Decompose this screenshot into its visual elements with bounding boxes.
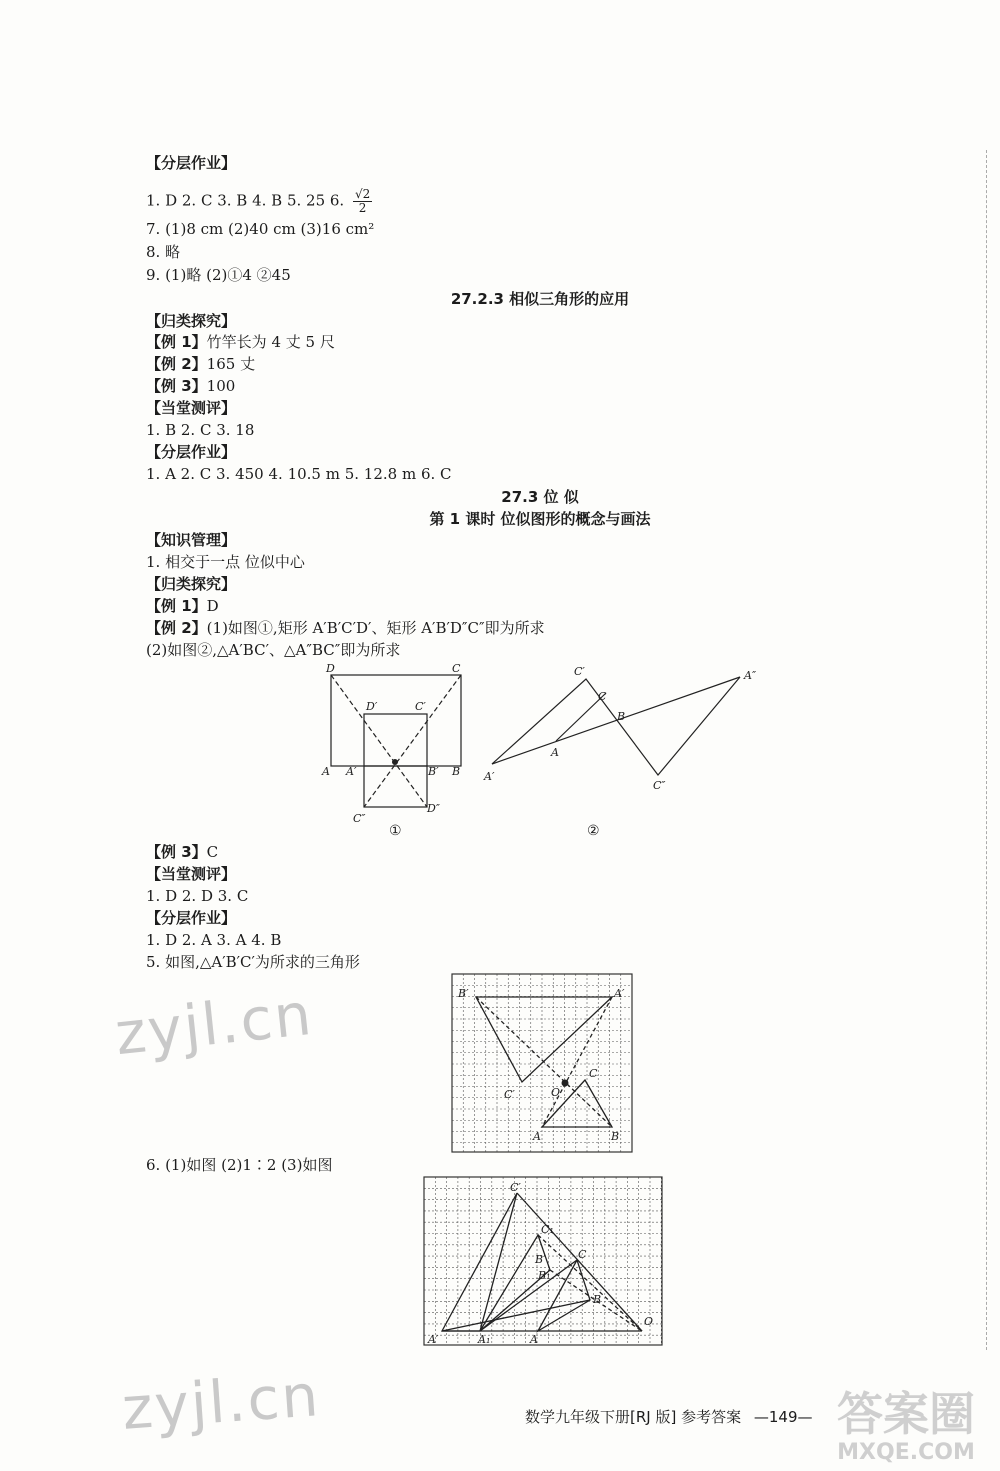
section-heading: 【当堂测评】 [146,865,237,883]
example-answer: D [206,597,219,615]
dashed-line [538,1235,642,1331]
rect-abcd [331,675,461,766]
answer-line: 8. 略 [146,243,181,261]
grid1-label: B [611,1130,620,1143]
grid2-label: C [578,1248,587,1261]
fig1-caption: ① [389,823,402,839]
triangle-a-prime [442,1193,517,1331]
fig1-label: C″ [353,812,366,825]
example-answer: 100 [206,377,236,395]
segment [480,1260,577,1331]
fraction-numerator: √2 [354,187,371,201]
corner-logo-url: MXQE.COM [837,1440,975,1465]
fig2-label: C′ [574,665,585,678]
segment [492,677,740,764]
grid1-label: C′ [504,1088,515,1101]
answer-line: 7. (1)8 cm (2)40 cm (3)16 cm² [146,220,375,238]
fig2-label: A′ [484,770,495,783]
triangle-lines [476,997,612,1127]
example-label: 【例 3】 [146,377,207,395]
grid2-label: B [593,1293,602,1306]
example-line [146,596,219,616]
section-heading: 【分层作业】 [146,443,237,461]
example-answer: 165 丈 [206,355,256,373]
grid1-label: B′ [458,987,469,1000]
example-answer: C [206,843,219,861]
fig2-label: C″ [653,779,666,792]
fig1-label: A [322,765,330,778]
triangle-path [492,677,740,775]
section-heading: 【知识管理】 [146,531,237,549]
fig1-label: C′ [415,700,426,713]
fig1-label: C [452,662,461,675]
grid2-label: C′ [510,1181,521,1194]
fraction-denominator: 2 [358,201,367,215]
fraction [353,188,372,215]
fig2-label: A″ [744,669,757,682]
corner-logo [826,1388,986,1466]
fig1-label: D″ [427,802,440,815]
section-heading: 【归类探究】 [146,575,237,593]
fig2-caption: ② [587,823,600,839]
fig1-label: B [452,765,461,778]
fig1-label: D′ [366,700,378,713]
grid1-label: O [551,1086,561,1099]
lesson-title: 第 1 课时 位似图形的概念与画法 [429,510,651,528]
example-label: 【例 2】 [146,355,207,373]
section-title: 27.3 位 似 [501,488,579,506]
answer-line: (2)如图②,△A′BC′、△A″BC″即为所求 [146,641,401,659]
answer-line: 9. (1)略 (2)①4 ②45 [146,266,291,284]
answer-line [146,188,372,215]
answer-line: 1. D 2. A 3. A 4. B [146,931,282,949]
example-figures [0,655,1000,840]
figure-rectangles [331,675,461,807]
example-label: 【例 1】 [146,597,207,615]
watermark-text: zyjl.cn [111,979,317,1069]
fig2-label: A [551,746,559,759]
answer-line: 5. 如图,△A′B′C′为所求的三角形 [146,953,360,971]
fig1-label: A′ [346,765,357,778]
example-line [146,842,218,862]
grid-figure-1 [450,972,634,1154]
center-point [562,1080,569,1087]
grid2-label: B₁ [538,1269,551,1282]
triangle-a1 [480,1235,550,1331]
grid2-label: A₁ [478,1333,491,1346]
book-title: 数学九年级下册[RJ 版] 参考答案 [525,1408,742,1426]
fig1-label: D [326,662,335,675]
answer-text: 1. D 2. C 3. B 4. B 5. 25 6. [146,191,345,210]
section-heading: 【分层作业】 [146,154,237,172]
corner-logo-text: 答案圈 [837,1387,975,1441]
answer-line: 1. A 2. C 3. 450 4. 10.5 m 5. 12.8 m 6. C [146,465,452,483]
watermark-text: zyjl.cn [119,1361,323,1443]
figure-triangles [492,677,740,775]
answer-line: 1. B 2. C 3. 18 [146,421,255,439]
section-heading: 【分层作业】 [146,909,237,927]
center-point [392,759,398,765]
grid2-label: A′ [428,1333,439,1346]
example-line [146,618,545,638]
example-line [146,332,335,352]
fig1-label: B′ [428,765,439,778]
example-label: 【例 1】 [146,333,207,351]
grid2-label: O [644,1315,654,1328]
example-label: 【例 2】 [146,619,207,637]
fig2-label: B [617,710,626,723]
example-line [146,354,255,374]
section-heading: 【当堂测评】 [146,399,237,417]
example-label: 【例 3】 [146,843,207,861]
grid1-label: C [589,1067,598,1080]
page-number: —149— [753,1408,813,1426]
example-answer: 竹竿长为 4 丈 5 尺 [206,333,335,351]
page-footer [525,1406,813,1427]
answer-line: 1. D 2. D 3. C [146,887,249,905]
answer-line: 1. 相交于一点 位似中心 [146,553,305,571]
grid2-label: B′ [535,1253,546,1266]
example-line [146,376,235,396]
example-answer: (1)如图①,矩形 A′B′C′D′、矩形 A′B′D″C″即为所求 [206,619,545,637]
section-title: 27.2.3 相似三角形的应用 [450,290,630,308]
fig2-label: C [598,690,607,703]
grid2-label: A [530,1333,538,1346]
answer-line: 6. (1)如图 (2)1∶2 (3)如图 [146,1156,333,1174]
grid2-label: C₁ [541,1223,554,1236]
grid-figure-2 [422,1175,664,1347]
grid1-label: A [533,1130,541,1143]
section-heading: 【归类探究】 [146,312,237,330]
grid1-label: A′ [614,987,625,1000]
